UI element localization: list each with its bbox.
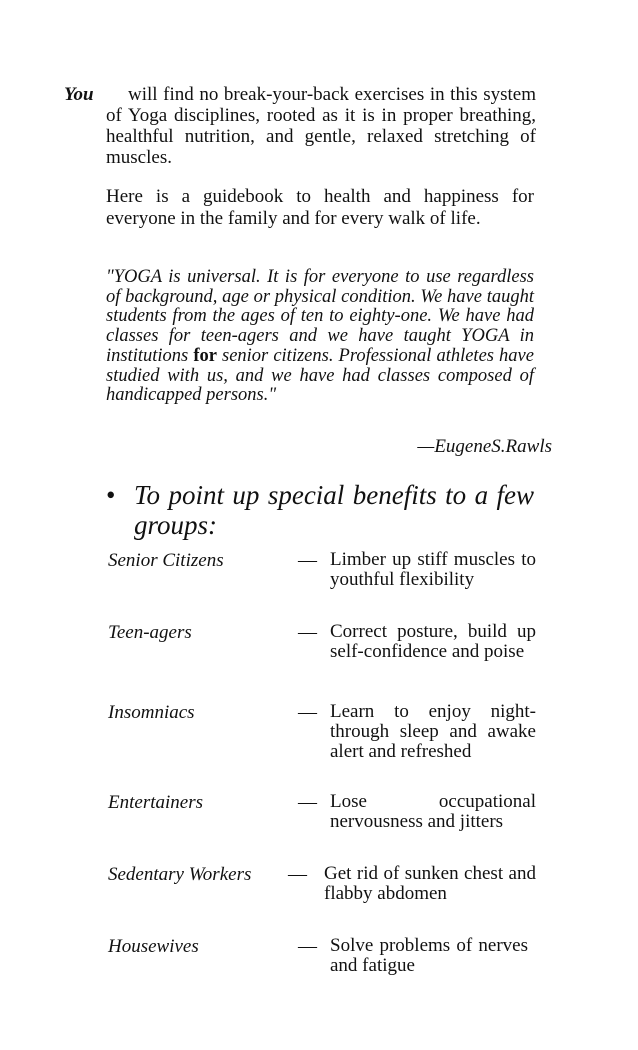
benefit-group: Insomniacs (108, 702, 195, 723)
benefit-description: Correct posture, build up self-confidence and poise (330, 621, 536, 662)
benefits-heading-text: To point up special benefits to a few groups: (134, 480, 534, 540)
benefit-description: Lose occupational nervousness and jitters (330, 791, 536, 832)
benefits-list (108, 550, 536, 986)
bullet-icon: • (106, 480, 116, 510)
benefit-group: Housewives (108, 936, 199, 957)
benefit-description: Learn to enjoy night-through sleep and awake alert and refreshed (330, 701, 536, 762)
benefit-dash: — (298, 792, 317, 813)
benefit-dash: — (288, 864, 307, 885)
benefit-dash: — (298, 702, 317, 723)
benefit-dash: — (298, 550, 317, 571)
benefit-row (108, 622, 536, 702)
benefit-dash: — (298, 622, 317, 643)
benefit-description: Get rid of sunken chest and flabby abdomen (324, 863, 536, 904)
benefit-group: Teen-agers (108, 622, 192, 643)
intro-lead-word: You (64, 84, 94, 105)
quote-attribution: —EugeneS.Rawls (417, 436, 552, 457)
benefit-group: Sedentary Workers (108, 864, 252, 885)
benefit-dash: — (298, 936, 317, 957)
benefit-row (108, 864, 536, 936)
benefit-group: Senior Citizens (108, 550, 224, 571)
quote-bold-word: for (193, 345, 217, 366)
benefits-heading (106, 480, 534, 540)
benefit-row (108, 792, 536, 864)
guidebook-paragraph: Here is a guidebook to health and happiness for everyone in the family and for every walk of life. (106, 186, 534, 229)
rawls-quote (106, 268, 534, 406)
benefit-row (108, 702, 536, 792)
benefit-row (108, 550, 536, 622)
intro-paragraph (64, 84, 536, 168)
quote-part-2: senior citizens. Professional athletes have studied with us, and we have had classes composed of handicapped persons." (106, 345, 534, 406)
benefit-row (108, 936, 536, 986)
benefit-description: Solve problems of nerves and fatigue (330, 935, 528, 976)
benefit-description: Limber up stiff muscles to youthful flexibility (330, 549, 536, 590)
benefit-group: Entertainers (108, 792, 203, 813)
intro-text: will find no break-your-back exercises in this system of Yoga disciplines, rooted as it is in proper breathing, healthful nutrition, and gentle, relaxed stretching of muscles. (106, 84, 536, 168)
quote-part-1: "YOGA is universal. It is for everyone to use regardless of background, age or physical condition. We have taught students from the ages of ten to eighty-one. We have had classes for teen-agers and we have taught YOGA in institutions (106, 267, 534, 366)
